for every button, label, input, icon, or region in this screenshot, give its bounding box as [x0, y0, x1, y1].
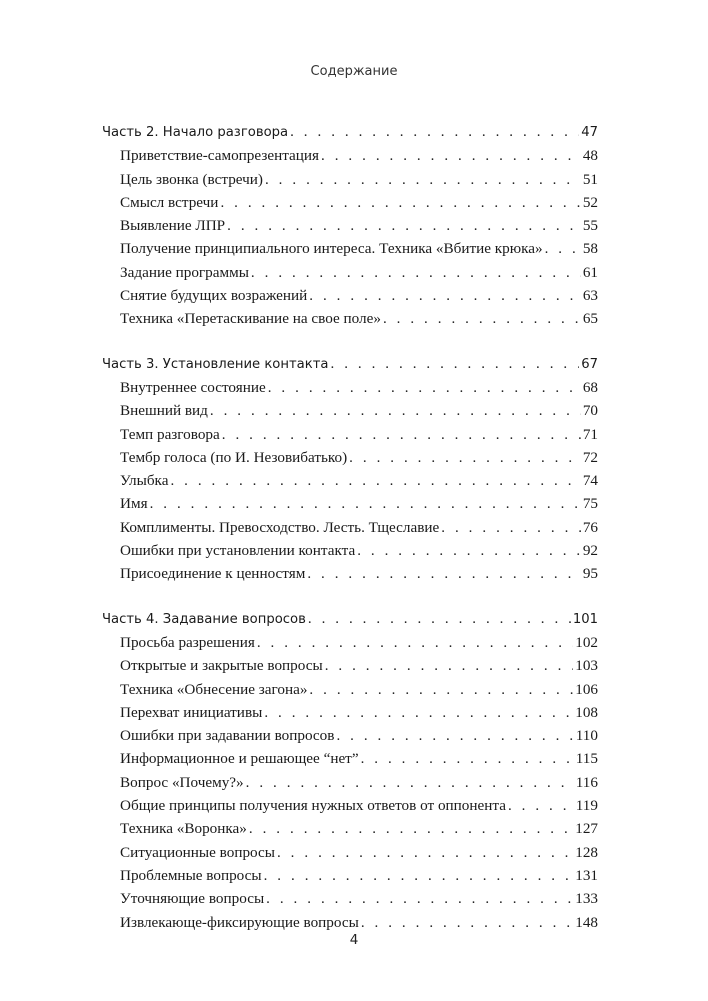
toc-entry-row — [102, 519, 598, 542]
dot-leader — [441, 520, 581, 537]
toc-entry-page: 119 — [575, 797, 598, 815]
dot-leader — [222, 427, 581, 444]
toc-entry-row — [102, 890, 598, 913]
toc-entry-row — [102, 704, 598, 727]
toc-entry-title: Проблемные вопросы — [120, 866, 262, 884]
dot-leader — [257, 635, 573, 652]
dot-leader — [170, 473, 580, 490]
dot-leader — [331, 356, 580, 373]
toc-entry-row — [102, 217, 598, 240]
dot-leader — [309, 682, 573, 699]
toc-entry-page: 70 — [582, 402, 598, 420]
dot-leader — [361, 751, 574, 768]
toc-entry-row — [102, 264, 598, 287]
toc-entry-row — [102, 867, 598, 890]
toc-entry-page: 108 — [575, 703, 598, 721]
dot-leader — [220, 195, 580, 212]
toc-entry-title: Техника «Воронка» — [120, 820, 247, 838]
toc-entry-page: 58 — [582, 240, 598, 258]
dot-leader — [349, 450, 581, 467]
toc-entry-row — [102, 774, 598, 797]
toc-entry-row — [102, 449, 598, 472]
toc-entry-page: 148 — [575, 913, 598, 931]
toc-entry-page: 133 — [575, 890, 598, 908]
running-head: Содержание — [310, 64, 398, 79]
dot-leader — [545, 241, 581, 258]
toc-entry-page: 103 — [575, 657, 598, 675]
toc-entry-title: Техника «Перетаскивание на свое поле» — [120, 310, 381, 328]
dot-leader — [508, 798, 574, 815]
toc-entry-page: 65 — [582, 310, 598, 328]
toc-entry-title: Ошибки при задавании вопросов — [120, 727, 335, 745]
toc-entry-page: 131 — [575, 866, 598, 884]
dot-leader — [357, 543, 581, 560]
toc-entry-row — [102, 402, 598, 425]
dot-leader — [336, 728, 573, 745]
dot-leader — [249, 821, 573, 838]
toc-entry-title: Выявление ЛПР — [120, 217, 226, 235]
toc-entry-title: Техника «Обнесение загона» — [120, 680, 308, 698]
toc-entry-row — [102, 194, 598, 217]
toc-entry-row — [102, 565, 598, 588]
toc-entry-row — [102, 820, 598, 843]
toc-entry-page: 71 — [582, 425, 598, 443]
toc-entry-title: Уточняющие вопросы — [120, 890, 265, 908]
toc-entry-row — [102, 495, 598, 518]
toc-chapter-page: 67 — [581, 356, 598, 372]
toc-entry-title: Информационное и решающее “нет” — [120, 750, 359, 768]
toc-chapter-row — [102, 356, 598, 379]
toc-entry-title: Цель звонка (встречи) — [120, 170, 263, 188]
toc-entry-title: Просьба разрешения — [120, 633, 255, 651]
dot-leader — [277, 845, 573, 862]
toc-entry-page: 95 — [582, 565, 598, 583]
toc-chapter-row — [102, 124, 598, 147]
dot-leader — [246, 775, 574, 792]
toc-entry-title: Открытые и закрытые вопросы — [120, 657, 323, 675]
toc-entry-title: Снятие будущих возражений — [120, 287, 308, 305]
toc-entry-page: 116 — [575, 773, 598, 791]
toc-entry-title: Улыбка — [120, 472, 169, 490]
toc-chapter-row — [102, 611, 598, 634]
dot-leader — [309, 288, 581, 305]
toc-chapter-title: Часть 4. Задавание вопросов — [102, 611, 306, 627]
toc-entry-page: 52 — [582, 193, 598, 211]
toc-entry-title: Перехват инициативы — [120, 703, 263, 721]
dot-leader — [264, 705, 573, 722]
toc-entry-page: 75 — [582, 495, 598, 513]
toc-chapter-title: Часть 2. Начало разговора — [102, 125, 289, 140]
dot-leader — [150, 496, 581, 513]
toc-entry-title: Извлекающе-фиксирующие вопросы — [120, 913, 359, 931]
dot-leader — [251, 265, 581, 282]
dot-leader — [227, 218, 581, 235]
toc-entry-page: 61 — [582, 263, 598, 281]
toc-entry-title: Комплименты. Превосходство. Лесть. Тщеславие — [120, 518, 440, 536]
toc-entry-title: Ошибки при установлении контакта — [120, 542, 356, 560]
dot-leader — [290, 124, 579, 141]
toc-entry-page: 128 — [575, 843, 598, 861]
toc-part — [102, 356, 598, 589]
toc-entry-title: Темп разговора — [120, 425, 220, 443]
dot-leader — [210, 403, 581, 420]
toc-part — [102, 124, 598, 334]
dot-leader — [321, 148, 581, 165]
dot-leader — [268, 380, 581, 397]
toc-entry-row — [102, 379, 598, 402]
toc-entry-title: Имя — [120, 495, 148, 513]
dot-leader — [361, 915, 573, 932]
toc-entry-page: 106 — [575, 680, 598, 698]
toc-entry-page: 115 — [575, 750, 598, 768]
toc-chapter-page: 101 — [572, 611, 598, 627]
toc-entry-row — [102, 844, 598, 867]
toc-entry-title: Ситуационные вопросы — [120, 843, 275, 861]
dot-leader — [383, 311, 581, 328]
toc-entry-title: Внешний вид — [120, 402, 208, 420]
toc-entry-row — [102, 240, 598, 263]
toc-entry-title: Внутреннее состояние — [120, 378, 266, 396]
toc-entry-title: Присоединение к ценностям — [120, 565, 306, 583]
toc-entry-row — [102, 472, 598, 495]
toc-entry-page: 48 — [582, 147, 598, 165]
toc-entry-page: 102 — [575, 633, 598, 651]
toc-entry-page: 110 — [575, 727, 598, 745]
dot-leader — [264, 868, 574, 885]
toc-entry-page: 68 — [582, 378, 598, 396]
toc-entry-page: 51 — [582, 170, 598, 188]
dot-leader — [325, 658, 574, 675]
toc-entry-row — [102, 797, 598, 820]
toc-entry-row — [102, 657, 598, 680]
toc-entry-title: Тембр голоса (по И. Незовибатько) — [120, 448, 348, 466]
toc-entry-row — [102, 681, 598, 704]
toc-entry-title: Общие принципы получения нужных ответов от оппонента — [120, 797, 506, 815]
toc-chapter-title: Часть 3. Установление контакта — [102, 356, 329, 372]
toc-entry-title: Приветствие-самопрезентация — [120, 147, 320, 165]
toc-entry-row — [102, 750, 598, 773]
toc-entry-page: 76 — [582, 518, 598, 536]
toc-entry-page: 74 — [582, 472, 598, 490]
table-of-contents — [102, 124, 598, 959]
dot-leader — [265, 172, 581, 189]
toc-entry-row — [102, 634, 598, 657]
toc-entry-row — [102, 147, 598, 170]
dot-leader — [307, 566, 580, 583]
page-number: 4 — [349, 932, 359, 948]
toc-entry-page: 127 — [575, 820, 598, 838]
toc-entry-title: Задание программы — [120, 263, 249, 281]
toc-chapter-page: 47 — [581, 125, 598, 140]
toc-entry-row — [102, 310, 598, 333]
toc-entry-row — [102, 287, 598, 310]
toc-entry-page: 63 — [582, 287, 598, 305]
toc-entry-title: Смысл встречи — [120, 193, 219, 211]
toc-entry-row — [102, 426, 598, 449]
toc-entry-page: 55 — [582, 217, 598, 235]
dot-leader — [266, 891, 573, 908]
toc-entry-row — [102, 171, 598, 194]
toc-entry-row — [102, 727, 598, 750]
toc-entry-page: 72 — [582, 448, 598, 466]
toc-entry-title: Получение принципиального интереса. Техника «Вбитие крюка» — [120, 240, 543, 258]
toc-part — [102, 611, 598, 937]
toc-entry-title: Вопрос «Почему?» — [120, 773, 244, 791]
dot-leader — [308, 611, 571, 628]
toc-entry-page: 92 — [582, 542, 598, 560]
toc-entry-row — [102, 542, 598, 565]
